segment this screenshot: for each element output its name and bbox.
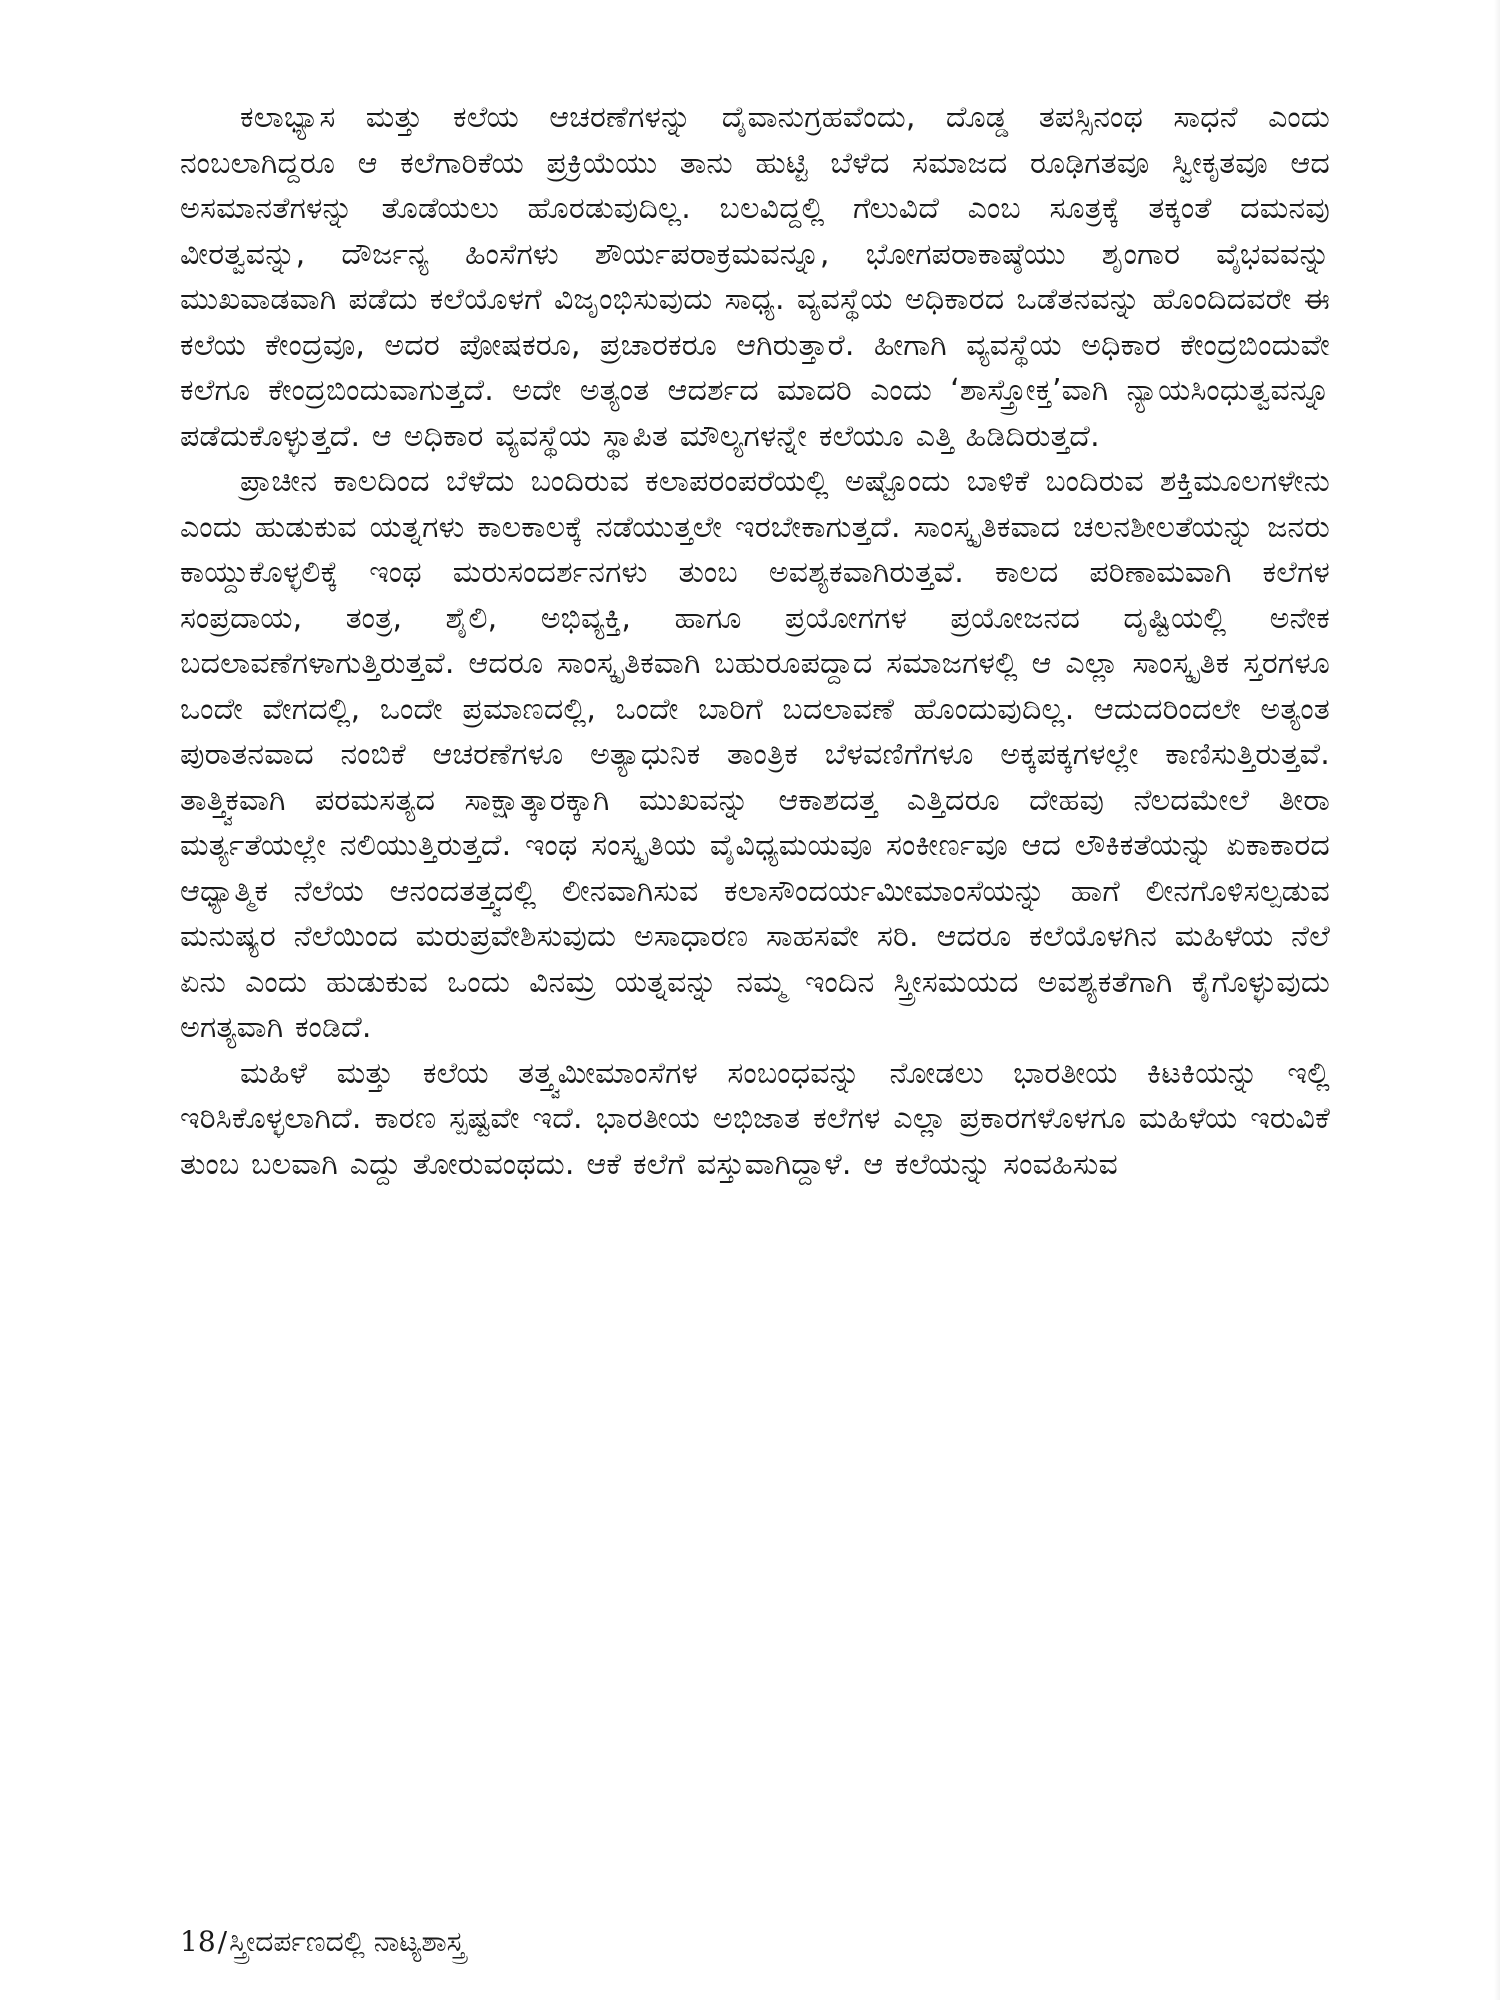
running-title: ಸ್ತ್ರೀದರ್ಪಣದಲ್ಲಿ ನಾಟ್ಯಶಾಸ್ತ್ರ (229, 1925, 465, 1958)
page-number: 18 (180, 1925, 216, 1958)
paragraph-1: ಕಲಾಭ್ಯಾಸ ಮತ್ತು ಕಲೆಯ ಆಚರಣೆಗಳನ್ನು ದೈವಾನುಗ್ರಹವೆಂದು, ದೊಡ್ಡ ತಪಸ್ಸಿನಂಥ ಸಾಧನೆ ಎಂದು ನಂಬಲಾಗಿದ್ದರೂ ಆ ಕಲೆಗಾರಿಕೆಯ ಪ್ರಕ್ರಿಯೆಯು ತಾನು ಹುಟ್ಟಿ ಬೆಳೆದ ಸಮಾಜದ ರೂಢಿಗತವೂ ಸ್ವೀಕೃತವೂ ಆದ ಅಸಮಾನತೆಗಳನ್ನು ತೊಡೆಯಲು ಹೊರಡುವುದಿಲ್ಲ. ಬಲವಿದ್ದಲ್ಲಿ ಗೆಲುವಿದೆ ಎಂಬ ಸೂತ್ರಕ್ಕೆ ತಕ್ಕಂತೆ ದಮನವು ವೀರತ್ವವನ್ನು, ದೌರ್ಜನ್ಯ ಹಿಂಸೆಗಳು ಶೌರ್ಯಪರಾಕ್ರಮವನ್ನೂ, ಭೋಗಪರಾಕಾಷ್ಠೆಯು ಶೃಂಗಾರ ವೈಭವವನ್ನು ಮುಖವಾಡವಾಗಿ ಪಡೆದು ಕಲೆಯೊಳಗೆ ವಿಜೃಂಭಿಸುವುದು ಸಾಧ್ಯ. ವ್ಯವಸ್ಥೆಯ ಅಧಿಕಾರದ ಒಡೆತನವನ್ನು ಹೊಂದಿದವರೇ ಈ ಕಲೆಯ ಕೇಂದ್ರವೂ, ಅದರ ಪೋಷಕರೂ, ಪ್ರಚಾರಕರೂ ಆಗಿರುತ್ತಾರೆ. ಹೀಗಾಗಿ ವ್ಯವಸ್ಥೆಯ ಅಧಿಕಾರ ಕೇಂದ್ರಬಿಂದುವೇ ಕಲೆಗೂ ಕೇಂದ್ರಬಿಂದುವಾಗುತ್ತದೆ. ಅದೇ ಅತ್ಯಂತ ಆದರ್ಶದ ಮಾದರಿ ಎಂದು ‘ಶಾಸ್ತ್ರೋಕ್ತ’ವಾಗಿ ನ್ಯಾಯಸಿಂಧುತ್ವವನ್ನೂ ಪಡೆದುಕೊಳ್ಳುತ್ತದೆ. ಆ ಅಧಿಕಾರ ವ್ಯವಸ್ಥೆಯ ಸ್ಥಾಪಿತ ಮೌಲ್ಯಗಳನ್ನೇ ಕಲೆಯೂ ಎತ್ತಿ ಹಿಡಿದಿರುತ್ತದೆ. (180, 100, 1330, 454)
page-edge-shadow (1494, 0, 1500, 2000)
body-text (180, 95, 1330, 1187)
footer-separator: / (217, 1925, 228, 1958)
paragraph-3: ಮಹಿಳೆ ಮತ್ತು ಕಲೆಯ ತತ್ತ್ವಮೀಮಾಂಸೆಗಳ ಸಂಬಂಧವನ್ನು ನೋಡಲು ಭಾರತೀಯ ಕಿಟಕಿಯನ್ನು ಇಲ್ಲಿ ಇರಿಸಿಕೊಳ್ಳಲಾಗಿದೆ. ಕಾರಣ ಸ್ಪಷ್ಟವೇ ಇದೆ. ಭಾರತೀಯ ಅಭಿಜಾತ ಕಲೆಗಳ ಎಲ್ಲಾ ಪ್ರಕಾರಗಳೊಳಗೂ ಮಹಿಳೆಯ ಇರುವಿಕೆ ತುಂಬ ಬಲವಾಗಿ ಎದ್ದು ತೋರುವಂಥದು. ಆಕೆ ಕಲೆಗೆ ವಸ್ತುವಾಗಿದ್ದಾಳೆ. ಆ ಕಲೆಯನ್ನು ಸಂವಹಿಸುವ (180, 1055, 1330, 1182)
page-footer (180, 1922, 465, 1962)
paragraph-2: ಪ್ರಾಚೀನ ಕಾಲದಿಂದ ಬೆಳೆದು ಬಂದಿರುವ ಕಲಾಪರಂಪರೆಯಲ್ಲಿ ಅಷ್ಟೊಂದು ಬಾಳಿಕೆ ಬಂದಿರುವ ಶಕ್ತಿಮೂಲಗಳೇನು ಎಂದು ಹುಡುಕುವ ಯತ್ನಗಳು ಕಾಲಕಾಲಕ್ಕೆ ನಡೆಯುತ್ತಲೇ ಇರಬೇಕಾಗುತ್ತದೆ. ಸಾಂಸ್ಕೃತಿಕವಾದ ಚಲನಶೀಲತೆಯನ್ನು ಜನರು ಕಾಯ್ದುಕೊಳ್ಳಲಿಕ್ಕೆ ಇಂಥ ಮರುಸಂದರ್ಶನಗಳು ತುಂಬ ಅವಶ್ಯಕವಾಗಿರುತ್ತವೆ. ಕಾಲದ ಪರಿಣಾಮವಾಗಿ ಕಲೆಗಳ ಸಂಪ್ರದಾಯ, ತಂತ್ರ, ಶೈಲಿ, ಅಭಿವ್ಯಕ್ತಿ, ಹಾಗೂ ಪ್ರಯೋಗಗಳ ಪ್ರಯೋಜನದ ದೃಷ್ಟಿಯಲ್ಲಿ ಅನೇಕ ಬದಲಾವಣೆಗಳಾಗುತ್ತಿರುತ್ತವೆ. ಆದರೂ ಸಾಂಸ್ಕೃತಿಕವಾಗಿ ಬಹುರೂಪದ್ದಾದ ಸಮಾಜಗಳಲ್ಲಿ ಆ ಎಲ್ಲಾ ಸಾಂಸ್ಕೃತಿಕ ಸ್ತರಗಳೂ ಒಂದೇ ವೇಗದಲ್ಲಿ, ಒಂದೇ ಪ್ರಮಾಣದಲ್ಲಿ, ಒಂದೇ ಬಾರಿಗೆ ಬದಲಾವಣೆ ಹೊಂದುವುದಿಲ್ಲ. ಆದುದರಿಂದಲೇ ಅತ್ಯಂತ ಪುರಾತನವಾದ ನಂಬಿಕೆ ಆಚರಣೆಗಳೂ ಅತ್ಯಾಧುನಿಕ ತಾಂತ್ರಿಕ ಬೆಳವಣಿಗೆಗಳೂ ಅಕ್ಕಪಕ್ಕಗಳಲ್ಲೇ ಕಾಣಿಸುತ್ತಿರುತ್ತವೆ. ತಾತ್ತ್ವಿಕವಾಗಿ ಪರಮಸತ್ಯದ ಸಾಕ್ಷಾತ್ಕಾರಕ್ಕಾಗಿ ಮುಖವನ್ನು ಆಕಾಶದತ್ತ ಎತ್ತಿದರೂ ದೇಹವು ನೆಲದಮೇಲೆ ತೀರಾ ಮರ್ತ್ಯತೆಯಲ್ಲೇ ನಲಿಯುತ್ತಿರುತ್ತದೆ. ಇಂಥ ಸಂಸ್ಕೃತಿಯ ವೈವಿಧ್ಯಮಯವೂ ಸಂಕೀರ್ಣವೂ ಆದ ಲೌಕಿಕತೆಯನ್ನು ಏಕಾಕಾರದ ಆಧ್ಯಾತ್ಮಿಕ ನೆಲೆಯ ಆನಂದತತ್ತ್ವದಲ್ಲಿ ಲೀನವಾಗಿಸುವ ಕಲಾಸೌಂದರ್ಯಮೀಮಾಂಸೆಯನ್ನು ಹಾಗೆ ಲೀನಗೊಳಿಸಲ್ಪಡುವ ಮನುಷ್ಯರ ನೆಲೆಯಿಂದ ಮರುಪ್ರವೇಶಿಸುವುದು ಅಸಾಧಾರಣ ಸಾಹಸವೇ ಸರಿ. ಆದರೂ ಕಲೆಯೊಳಗಿನ ಮಹಿಳೆಯ ನೆಲೆ ಏನು ಎಂದು ಹುಡುಕುವ ಒಂದು ವಿನಮ್ರ ಯತ್ನವನ್ನು ನಮ್ಮ ಇಂದಿನ ಸ್ತ್ರೀಸಮಯದ ಅವಶ್ಯಕತೆಗಾಗಿ ಕೈಗೊಳ್ಳುವುದು ಅಗತ್ಯವಾಗಿ ಕಂಡಿದೆ. (180, 464, 1330, 1045)
